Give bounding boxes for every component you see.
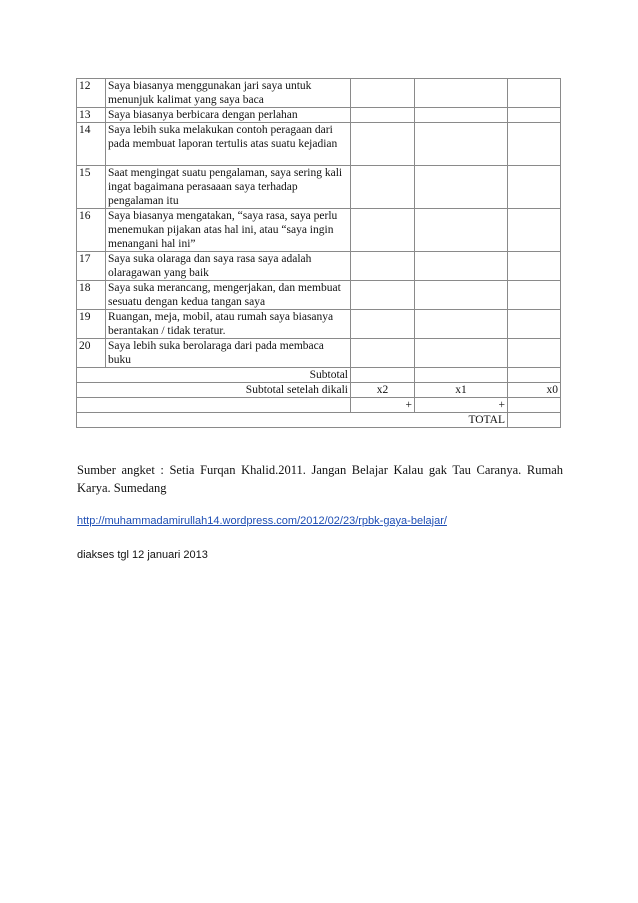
answer-cell <box>351 123 415 166</box>
answer-cell <box>508 123 561 166</box>
plus-row <box>77 398 561 413</box>
row-number: 12 <box>77 79 106 108</box>
answer-cell <box>508 252 561 281</box>
answer-cell <box>508 310 561 339</box>
row-number: 13 <box>77 108 106 123</box>
answer-cell <box>351 281 415 310</box>
total-row <box>77 413 561 428</box>
answer-cell <box>508 108 561 123</box>
answer-cell <box>415 166 508 209</box>
row-number: 19 <box>77 310 106 339</box>
row-statement: Saya biasanya menggunakan jari saya untuk menunjuk kalimat yang saya baca <box>106 79 351 108</box>
row-statement: Saya lebih suka berolaraga dari pada membaca buku <box>106 339 351 368</box>
answer-cell <box>351 79 415 108</box>
total-value-cell <box>508 413 561 428</box>
answer-cell <box>508 166 561 209</box>
answer-cell <box>351 166 415 209</box>
answer-cell <box>351 252 415 281</box>
row-statement: Saya suka merancang, mengerjakan, dan membuat sesuatu dengan kedua tangan saya <box>106 281 351 310</box>
answer-cell <box>415 310 508 339</box>
answer-cell <box>415 252 508 281</box>
answer-cell <box>415 108 508 123</box>
answer-cell <box>415 123 508 166</box>
subtotal-cell <box>508 368 561 383</box>
row-statement: Saat mengingat suatu pengalaman, saya sering kali ingat bagaimana perasaaan saya terhadap pengalaman itu <box>106 166 351 209</box>
multiplied-subtotal-label: Subtotal setelah dikali <box>77 383 351 398</box>
row-number: 17 <box>77 252 106 281</box>
row-statement: Saya suka olaraga dan saya rasa saya adalah olaragawan yang baik <box>106 252 351 281</box>
subtotal-row <box>77 368 561 383</box>
answer-cell <box>415 79 508 108</box>
total-label: TOTAL <box>77 413 508 428</box>
answer-cell <box>508 79 561 108</box>
answer-cell <box>415 339 508 368</box>
accessed-date: diakses tgl 12 januari 2013 <box>77 549 208 561</box>
table-row <box>77 281 561 310</box>
row-number: 14 <box>77 123 106 166</box>
table-row <box>77 209 561 252</box>
plus-row-empty <box>508 398 561 413</box>
row-statement: Saya lebih suka melakukan contoh peragaan dari pada membuat laporan tertulis atas suatu kejadian <box>106 123 351 166</box>
answer-cell <box>508 281 561 310</box>
source-link[interactable]: http://muhammadamirullah14.wordpress.com/2012/02/23/rpbk-gaya-belajar/ <box>77 515 447 527</box>
table-row <box>77 310 561 339</box>
row-statement: Saya biasanya mengatakan, “saya rasa, saya perlu menemukan pijakan atas hal ini, atau “saya ingin menangani hal ini” <box>106 209 351 252</box>
row-number: 20 <box>77 339 106 368</box>
multiplier-x2: x2 <box>351 383 415 398</box>
summary-rows <box>77 368 561 428</box>
plus-row-spacer <box>77 398 351 413</box>
subtotal-label: Subtotal <box>77 368 351 383</box>
subtotal-cell <box>415 368 508 383</box>
row-number: 18 <box>77 281 106 310</box>
answer-cell <box>508 209 561 252</box>
table-row <box>77 123 561 166</box>
table-row <box>77 166 561 209</box>
answer-cell <box>351 209 415 252</box>
question-rows <box>77 79 561 368</box>
questionnaire-table <box>76 78 561 428</box>
multiplied-subtotal-row <box>77 383 561 398</box>
answer-cell <box>351 108 415 123</box>
answer-cell <box>351 339 415 368</box>
plus-sign: + <box>351 398 415 413</box>
subtotal-cell <box>351 368 415 383</box>
row-number: 15 <box>77 166 106 209</box>
answer-cell <box>415 281 508 310</box>
row-statement: Ruangan, meja, mobil, atau rumah saya biasanya berantakan / tidak teratur. <box>106 310 351 339</box>
row-statement: Saya biasanya berbicara dengan perlahan <box>106 108 351 123</box>
table-row <box>77 79 561 108</box>
multiplier-x1: x1 <box>415 383 508 398</box>
table-row <box>77 108 561 123</box>
answer-cell <box>415 209 508 252</box>
source-citation: Sumber angket : Setia Furqan Khalid.2011. Jangan Belajar Kalau gak Tau Caranya. Rumah Karya. Sumedang <box>77 463 563 495</box>
answer-cell <box>351 310 415 339</box>
table-row <box>77 252 561 281</box>
answer-cell <box>508 339 561 368</box>
table-row <box>77 339 561 368</box>
multiplier-x0: x0 <box>508 383 561 398</box>
plus-sign: + <box>415 398 508 413</box>
row-number: 16 <box>77 209 106 252</box>
